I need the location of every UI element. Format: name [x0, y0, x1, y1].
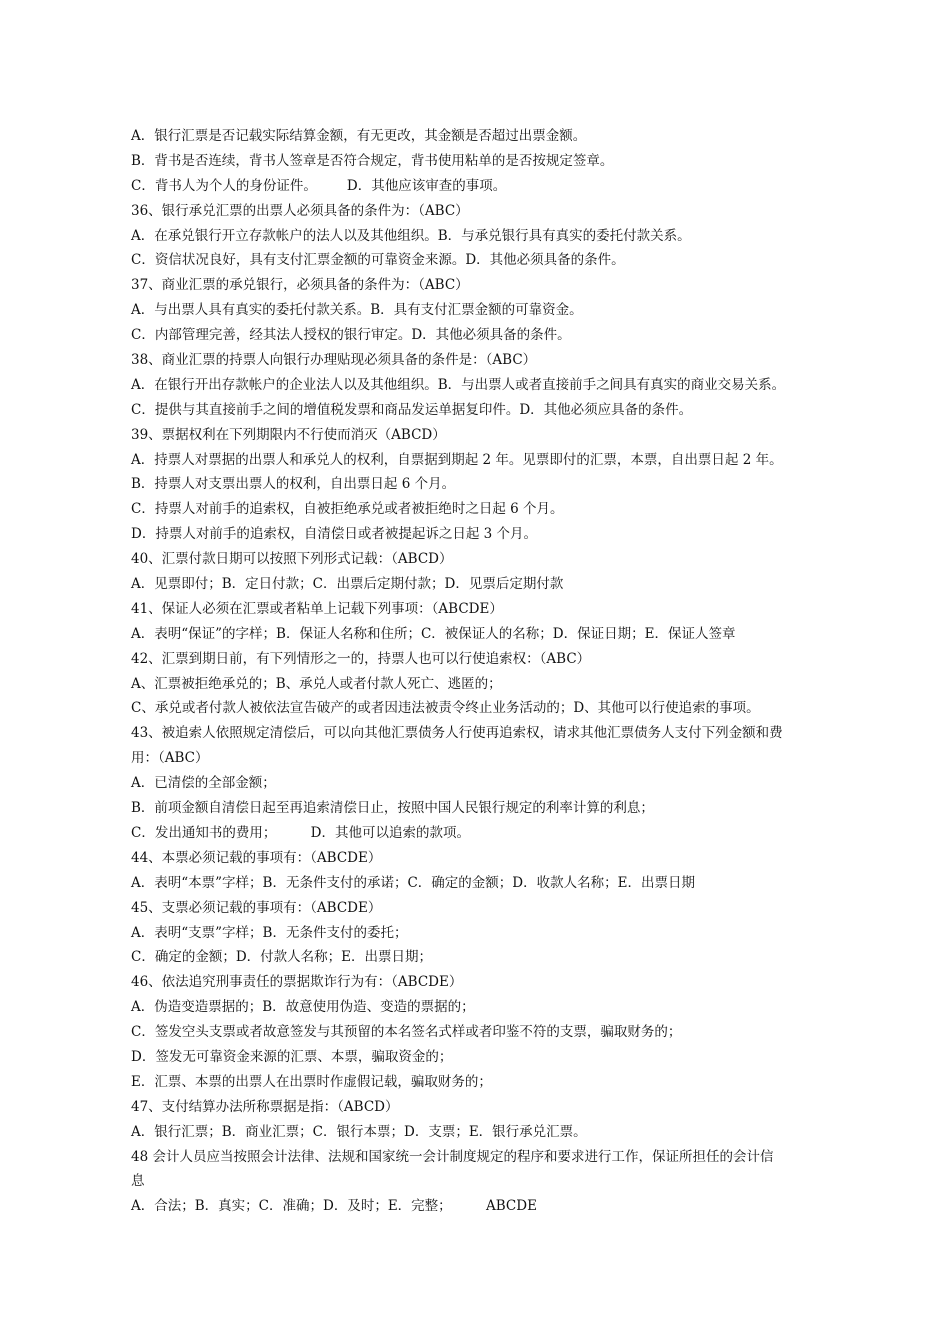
text-line: B．持票人对支票出票人的权利，自出票日起 6 个月。 — [131, 476, 456, 493]
question-line-continued: 用：（ABC） — [131, 750, 209, 767]
question-line: 47、支付结算办法所称票据是指：（ABCD） — [131, 1098, 399, 1115]
question-line: 44、本票必须记载的事项有：（ABCDE） — [131, 849, 382, 866]
text-line: C、承兑或者付款人被依法宣告破产的或者因违法被责令终止业务活动的；D、其他可以行使追索的事项。 — [131, 700, 760, 717]
question-line: 42、汇票到期日前，有下列情形之一的，持票人也可以行使追索权：（ABC） — [131, 650, 591, 667]
text-line: B．前项金额自清偿日起至再追索清偿日止，按照中国人民银行规定的利率计算的利息； — [131, 800, 654, 817]
question-line: 38、商业汇票的持票人向银行办理贴现必须具备的条件是：（ABC） — [131, 352, 537, 369]
question-line: 40、汇票付款日期可以按照下列形式记载：（ABCD） — [131, 551, 453, 568]
question-line: 36、银行承兑汇票的出票人必须具备的条件为：（ABC） — [131, 202, 469, 219]
text-line: A．在承兑银行开立存款帐户的法人以及其他组织。B．与承兑银行具有真实的委托付款关系。 — [131, 227, 691, 244]
text-line: C．确定的金额；D．付款人名称；E．出票日期； — [131, 949, 433, 966]
text-line: C．资信状况良好，具有支付汇票金额的可靠资金来源。D．其他必须具备的条件。 — [131, 252, 625, 269]
text-line: A．银行汇票是否记载实际结算金额，有无更改，其金额是否超过出票金额。 — [131, 128, 587, 144]
question-line: 45、支票必须记载的事项有：（ABCDE） — [131, 899, 382, 916]
question-line-continued: 息 — [131, 1173, 145, 1190]
text-line: C．提供与其直接前手之间的增值税发票和商品发运单据复印件。D．其他必须应具备的条件。 — [131, 401, 693, 418]
text-line: A．持票人对票据的出票人和承兑人的权利，自票据到期起 2 年。见票即付的汇票，本票，自出票日起 2 年。 — [131, 451, 783, 468]
text-line: C．背书人为个人的身份证件。 D．其他应该审查的事项。 — [131, 177, 507, 194]
text-line: A．伪造变造票据的；B．故意使用伪造、变造的票据的； — [131, 999, 475, 1016]
text-line: A．合法；B．真实；C．准确；D．及时；E．完整； ABCDE — [131, 1198, 537, 1215]
text-line: A．表明“本票”字样；B．无条件支付的承诺；C．确定的金额；D．收款人名称；E．出票日期 — [131, 874, 695, 891]
question-line: 43、被追索人依照规定清偿后，可以向其他汇票债务人行使再追索权，请求其他汇票债务人支付下列金额和费 — [131, 725, 783, 742]
question-line: 37、商业汇票的承兑银行，必须具备的条件为：（ABC） — [131, 277, 469, 294]
text-line: C．内部管理完善，经其法人授权的银行审定。D．其他必须具备的条件。 — [131, 327, 571, 344]
question-line: 46、依法追究刑事责任的票据欺诈行为有：（ABCDE） — [131, 974, 463, 991]
text-line: A．见票即付；B．定日付款；C．出票后定期付款；D．见票后定期付款 — [131, 576, 564, 593]
text-line: C．持票人对前手的追索权，自被拒绝承兑或者被拒绝时之日起 6 个月。 — [131, 501, 564, 518]
text-line: A．已清偿的全部金额； — [131, 775, 276, 792]
question-line: 41、保证人必须在汇票或者粘单上记载下列事项：（ABCDE） — [131, 600, 503, 617]
text-line: C．签发空头支票或者故意签发与其预留的本名签名式样或者印鉴不符的支票，骗取财务的； — [131, 1024, 682, 1041]
text-line: A．与出票人具有真实的委托付款关系。B．具有支付汇票金额的可靠资金。 — [131, 302, 583, 319]
text-line: D．签发无可靠资金来源的汇票、本票，骗取资金的； — [131, 1048, 453, 1065]
text-line: A．在银行开出存款帐户的企业法人以及其他组织。B．与出票人或者直接前手之间具有真实的商业交易关系。 — [131, 376, 786, 393]
text-line: B．背书是否连续，背书人签章是否符合规定，背书使用粘单的是否按规定签章。 — [131, 152, 614, 169]
question-line: 48 会计人员应当按照会计法律、法规和国家统一会计制度规定的程序和要求进行工作，保证所担任的会计信 — [131, 1148, 774, 1165]
text-line: A．表明“支票”字样；B．无条件支付的委托； — [131, 924, 408, 941]
document-body — [131, 124, 831, 1219]
question-line: 39、票据权利在下列期限内不行使而消灭（ABCD） — [131, 426, 446, 443]
text-line: E．汇票、本票的出票人在出票时作虚假记载，骗取财务的； — [131, 1073, 492, 1090]
text-line: A．表明“保证”的字样；B．保证人名称和住所；C．被保证人的名称；D．保证日期；E．保证人签章 — [131, 625, 736, 642]
text-line: A、汇票被拒绝承兑的；B、承兑人或者付款人死亡、逃匿的； — [131, 675, 502, 692]
text-line: C．发出通知书的费用； D．其他可以追索的款项。 — [131, 824, 470, 841]
text-line: A．银行汇票；B．商业汇票；C．银行本票；D．支票；E．银行承兑汇票。 — [131, 1123, 587, 1140]
text-line: D．持票人对前手的追索权，自清偿日或者被提起诉之日起 3 个月。 — [131, 526, 537, 543]
